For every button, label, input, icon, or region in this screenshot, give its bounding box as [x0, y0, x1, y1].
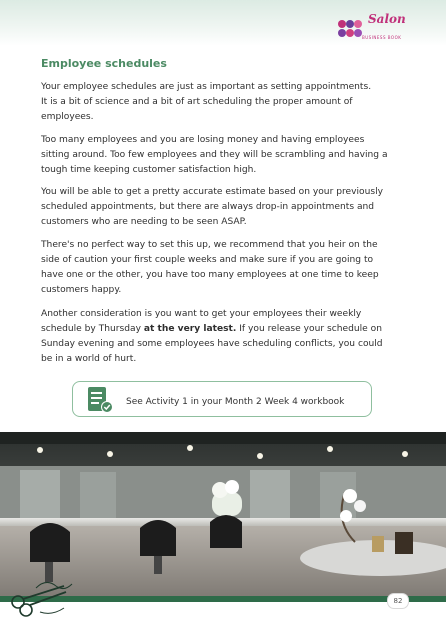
paragraph-2: [41, 133, 413, 178]
text-run: If you release your schedule on: [236, 324, 382, 334]
paragraph-4: [41, 238, 413, 298]
paragraph-line: Sunday evening and some employees have scheduling conflicts, you could: [41, 339, 383, 349]
paragraph-line: scheduled appointments, but there are always drop-in appointments and: [41, 202, 375, 212]
text-run: schedule by Thursday: [41, 324, 144, 334]
paragraph-line: tough time keeping customer satisfaction high.: [41, 165, 257, 175]
paragraph-1: [41, 80, 413, 125]
paragraph-line: Your employee schedules are just as important as setting appointments.: [41, 82, 372, 92]
paragraph-line: Too many employees and you are losing money and having employees: [41, 135, 365, 145]
paragraph-line: be in a world of hurt.: [41, 354, 137, 364]
paragraph-line: You will be able to get a pretty accurate estimate based on your previously: [41, 187, 383, 197]
paragraph-line: sitting around. Too few employees and they will be scrambling and having a: [41, 150, 388, 160]
emphasis-text: at the very latest.: [143, 324, 237, 334]
paragraph-line: Another consideration is you want to get your employees their weekly: [41, 309, 362, 319]
paragraph-line: [41, 322, 413, 337]
logo-subtitle: BUSINESS BOOK: [362, 35, 402, 40]
paragraph-line: side of caution your first couple weeks and make sure if you are going to: [41, 255, 374, 265]
paragraph-line: customers who are needing to be seen ASAP.: [41, 217, 247, 227]
paragraph-3: [41, 185, 413, 230]
paragraph-line: have one or the other, you have too many employees at one time to keep: [41, 270, 379, 280]
activity-label: See Activity 1 in your Month 2 Week 4 workbook: [126, 397, 345, 407]
logo-wordmark: Salon: [368, 12, 406, 26]
scissors-comb-icon: [6, 574, 86, 622]
paragraph-5: [41, 307, 413, 367]
paragraph-line: It is a bit of science and a bit of art scheduling the proper amount of: [41, 97, 353, 107]
paragraph-line: There's no perfect way to set this up, we recommend that you heir on the: [41, 240, 378, 250]
checklist-icon: [86, 386, 116, 414]
paragraph-line: customers happy.: [41, 285, 122, 295]
paragraph-line: employees.: [41, 112, 94, 122]
page-number: 82: [387, 593, 409, 609]
section-heading: Employee schedules: [41, 57, 167, 70]
